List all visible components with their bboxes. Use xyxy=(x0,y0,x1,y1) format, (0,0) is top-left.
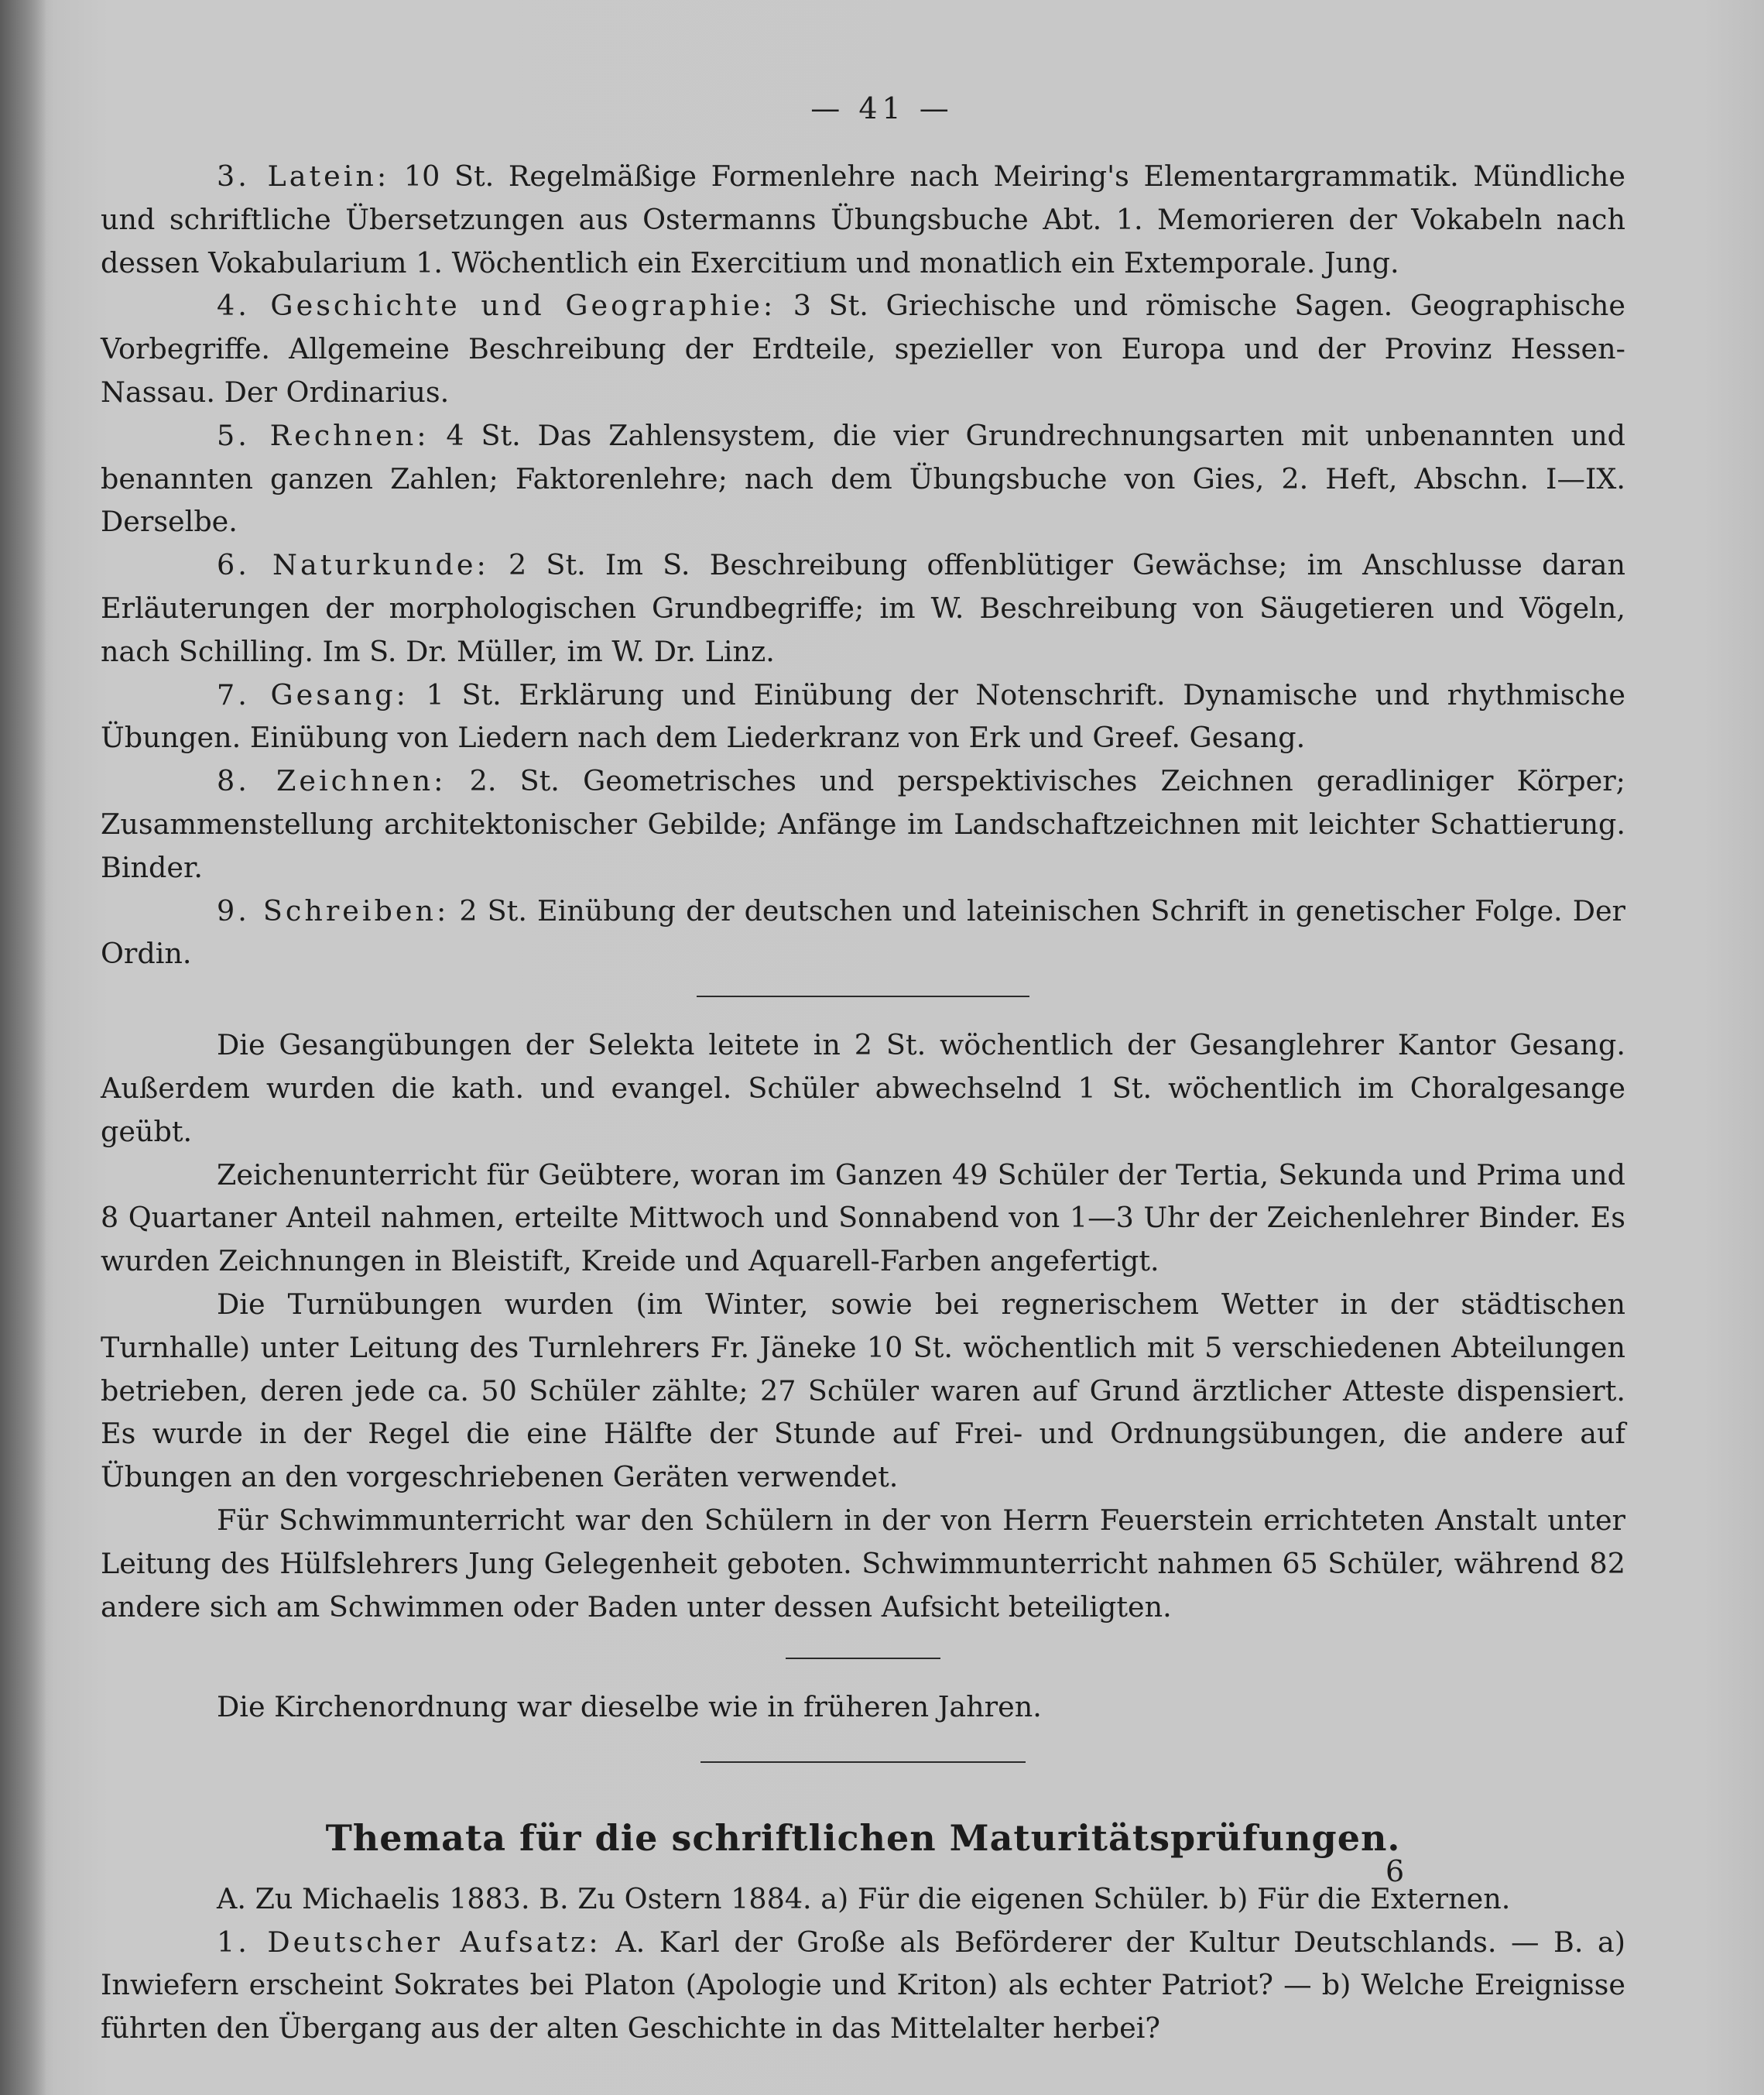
section-gesang xyxy=(101,674,1625,760)
section-heading: 7. Gesang: xyxy=(217,677,409,711)
section-heading: 5. Rechnen: xyxy=(217,418,430,452)
section-geschichte xyxy=(101,284,1625,413)
divider-rule xyxy=(786,1658,940,1659)
section-text: 1 St. Erklärung und Einübung der Notenschrift. Dynamische und rhythmische Übungen. Einübung von Liedern nach dem Liederkranz von Erk und Greef. Gesang. xyxy=(101,677,1625,755)
paragraph-gesangübungen: Die Gesangübungen der Selekta leitete in 2 St. wöchentlich der Gesanglehrer Kantor Gesang. Außerdem wurden die kath. und evangel. Schüler abwechselnd 1 St. wöchentlich im Choralgesange geübt. xyxy=(101,1028,1625,1148)
book-gutter-shadow xyxy=(0,0,46,2095)
exam-item-heading: 1. Deutscher Aufsatz: xyxy=(217,1925,601,1959)
section-heading: 4. Geschichte und Geographie: xyxy=(217,289,776,323)
section-heading: 3. Latein: xyxy=(217,159,390,193)
exam-item-text: A. Karl der Große als Beförderer der Kultur Deutschlands. — B. a) Inwiefern erscheint Sokrates bei Platon (Apologie und Kriton) als echter Patriot? — b) Welche Ereignisse führten den Übergang aus der alten Geschichte in das Mittelalter herbei? xyxy=(101,1925,1625,2045)
section-text: 2 St. Im S. Beschreibung offenblütiger Gewächse; im Anschlusse daran Erläuterungen der morphologischen Grundbegriffe; im W. Beschreibung von Säugetieren und Vögeln, nach Schilling. Im S. Dr. Müller, im W. Dr. Linz. xyxy=(101,548,1625,668)
section-heading: 8. Zeichnen: xyxy=(217,764,447,798)
section-latein xyxy=(101,155,1625,284)
section-schreiben xyxy=(101,890,1625,976)
section-text: 4 St. Das Zahlensystem, die vier Grundrechnungsarten mit unbenannten und benannten ganzen Zahlen; Faktorenlehre; nach dem Übungsbuche von Gies, 2. Heft, Abschn. I—IX. Derselbe. xyxy=(101,418,1625,539)
section-text: 10 St. Regelmäßige Formenlehre nach Meiring's Elementargrammatik. Mündliche und schriftliche Übersetzungen aus Ostermanns Übungsbuche Abt. 1. Memorieren der Vokabeln nach dessen Vokabularium 1. Wöchentlich ein Exercitium und monatlich ein Extemporale. Jung. xyxy=(101,159,1625,279)
divider-rule xyxy=(697,996,1029,997)
divider-rule xyxy=(700,1761,1026,1763)
paragraph-turnübungen: Die Turnübungen wurden (im Winter, sowie bei regnerischem Wetter in der städtischen Turnhalle) unter Leitung des Turnlehrers Fr. Jäneke 10 St. wöchentlich mit 5 verschiedenen Abteilungen betrieben, deren jede ca. 50 Schüler zählte; 27 Schüler waren auf Grund ärztlicher Atteste dispensiert. Es wurde in der Regel die eine Hälfte der Stunde auf Frei- und Ordnungsübungen, die andere auf Übungen an den vorgeschriebenen Geräten verwendet. xyxy=(101,1287,1625,1494)
exam-section-title: Themata für die schriftlichen Maturitätsprüfungen. xyxy=(325,1817,1401,1860)
paragraph-zeichenunterricht: Zeichenunterricht für Geübtere, woran im Ganzen 49 Schüler der Tertia, Sekunda und Prima und 8 Quartaner Anteil nahmen, erteilte Mittwoch und Sonnabend von 1—3 Uhr der Zeichenlehrer Binder. Es wurden Zeichnungen in Bleistift, Kreide und Aquarell-Farben angefertigt. xyxy=(101,1157,1625,1278)
page-number: — 41 — xyxy=(810,91,954,125)
section-text: 3 St. Griechische und römische Sagen. Geographische Vorbegriffe. Allgemeine Beschreibung der Erdteile, spezieller von Europa und der Provinz Hessen-Nassau. Der Ordinarius. xyxy=(101,289,1626,409)
page-body xyxy=(101,155,1625,2050)
section-heading: 9. Schreiben: xyxy=(217,893,450,927)
section-text: 2. St. Geometrisches und perspektivisches Zeichnen geradliniger Körper; Zusammenstellung architektonischer Gebilde; Anfänge im Landschaftzeichnen mit leichter Schattierung. Binder. xyxy=(101,764,1625,884)
section-rechnen xyxy=(101,414,1625,543)
exam-intro: A. Zu Michaelis 1883. B. Zu Ostern 1884. a) Für die eigenen Schüler. b) Für die Externen. xyxy=(217,1881,1511,1915)
sheet-signature: 6 xyxy=(1386,1854,1405,1888)
section-heading: 6. Naturkunde: xyxy=(217,548,489,582)
paragraph-schwimmunterricht: Für Schwimmunterricht war den Schülern in der von Herrn Feuerstein errichteten Anstalt unter Leitung des Hülfslehrers Jung Gelegenheit geboten. Schwimmunterricht nahmen 65 Schüler, während 82 andere sich am Schwimmen oder Baden unter dessen Aufsicht beteiligten. xyxy=(101,1503,1625,1624)
section-zeichnen xyxy=(101,759,1625,889)
section-text: 2 St. Einübung der deutschen und lateinischen Schrift in genetischer Folge. Der Ordin. xyxy=(101,893,1626,971)
section-naturkunde xyxy=(101,543,1625,673)
paragraph-kirchenordnung: Die Kirchenordnung war dieselbe wie in früheren Jahren. xyxy=(217,1690,1042,1724)
exam-item-deutscher-aufsatz xyxy=(101,1921,1625,2050)
